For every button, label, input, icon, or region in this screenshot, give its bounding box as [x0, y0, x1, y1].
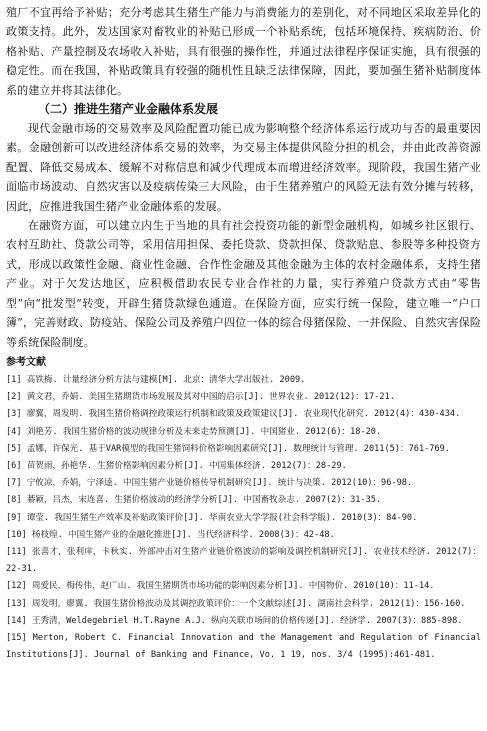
references-section	[6, 354, 481, 664]
reference-item: [9] 谭莹. 我国生猪生产效率及补贴政策评价[J]. 华南农业大学学报(社会科学版). 2010(3)：84-90.	[6, 512, 418, 523]
section-heading: （二）推进生猪产业金融体系发展	[38, 102, 219, 117]
reference-item: [10] 杨枝煌. 中国生猪产业的金融化推进[J]. 当代经济科学. 2008(3)：42-48.	[6, 529, 335, 540]
reference-item: [5] 孟娜，许保光. 基于VAR模型的我国生猪饲料价格影响因素研究[J]. 数理统计与管理. 2011(5)：761-769.	[6, 443, 450, 454]
reference-item: [12] 周爱民，梅传伟，赵广山. 我国生猪期货市场功能的影响因素分析[J]. 中国物价. 2010(10)：11-14.	[6, 581, 435, 592]
reference-item: [7] 宁攸凉，乔娟，宁泽逵. 中国生猪产业链价格传导机制研究[J]. 统计与决策. 2012(10)：96-98.	[6, 478, 413, 489]
reference-item: [3] 廖翼，周发明. 我国生猪价格调控政策运行机制和政策及政策建议[J]. 农业现代化研究. 2012(4)：430-434.	[6, 409, 461, 420]
reference-item: [2] 黄文君，乔娟. 美国生猪期货市场发展及其对中国的启示[J]. 世界农业. 2012(12)：17-21.	[6, 392, 395, 403]
references-title: 参考文献	[6, 356, 46, 368]
reference-item: [1] 高铁梅. 计量经济分析方法与建模[M]. 北京：清华大学出版社. 2009.	[6, 374, 306, 385]
reference-item: [11] 张喜才，张利庠，卡秋实. 外部冲击对生猪产业链价格波动的影响及调控机制研究[J]. 农业技术经济. 2012(7)：22-31.	[6, 546, 481, 575]
reference-item: [8] 綦颖，吕杰，宋连喜. 生猪价格波动的经济学分析[J]. 中国畜牧杂志. 2007(2)：31-35.	[6, 495, 382, 506]
reference-item: [13] 周发明，廖翼. 我国生猪价格波动及其调控政策评价：一个文献综述[J]. 湖南社会科学. 2012(1)：156-160.	[6, 598, 466, 609]
body-paragraph-1: 现代金融市场的交易效率及风险配置功能已成为影响整个经济体系运行成功与否的最重要因素。金融创新可以改进经济体系交易的效率，为交易主体提供风险分担的机会，并由此改善资源配置、降低交易成本、缓解不对称信息和减少代理成本而增进经济效率。现阶段，我国生猪产业面临市场波动、自然灾害以及疫病传染三大风险，由于生猪养殖户的风险无法有效分摊与转移，因此，应推进我国生猪产业金融体系的发展。	[6, 122, 481, 213]
reference-item: [14] 王秀清，Weldegebriel H.T.Rayne A.J. 纵向关联市场间的价格传递[J]. 经济学. 2007(3)：885-898.	[6, 615, 463, 626]
reference-item: [15] Merton, Robert C. Financial Innovation and the Management and Regulation of Financial Institutions[J]. Journal of Banking and Finance, Vo. 1 19, nos. 3/4 (1995):461-481.	[6, 632, 481, 661]
reference-item: [4] 刘艳芳. 我国生猪价格的波动规律分析及未来走势预测[J]. 中国猪业. 2012(6)：18-20.	[6, 426, 382, 437]
intro-paragraph: 殖厂不宜再给予补贴；充分考虑其生猪生产能力与消费能力的差别化，对不同地区采取差异化的政策支持。此外，发达国家对畜牧业的补贴已形成一个补贴系统，包括环境保持、疾病防治、价格补贴、产量控制及农场收入补贴，具有很强的操作性，并通过法律程序保证实施，具有很强的稳定性。而在我国，补贴政策具有较强的随机性且缺乏法律保障，因此，要加强生猪补贴制度体系的建立并将其法律化。	[6, 6, 481, 97]
reference-item: [6] 苗贺雨，孙艳华. 生猪价格影响因素分析[J]. 中国集体经济. 2012(7)：28-29.	[6, 460, 347, 471]
body-paragraph-2: 在融资方面，可以建立内生于当地的具有社会投资功能的新型金融机构，如城乡社区银行、农村互助社、贷款公司等，采用信用担保、委托贷款、贷款担保、贷款贴息、参股等多种投资方式，形成以政策性金融、商业性金融、合作性金融及其他金融为主体的农村金融体系，支持生猪产业。对于欠发达地区，应积极借助农民专业合作社的力量，实行养殖户贷款方式由“零售型”向“批发型”转变，开辟生猪贷款绿色通道。在保险方面，应实行统一保险，建立唯一“户口簿”，完善财政、防疫站、保险公司及养殖户四位一体的综合母猪保险、一并保险、自然灾害保险等系统保险制度。	[6, 219, 481, 349]
